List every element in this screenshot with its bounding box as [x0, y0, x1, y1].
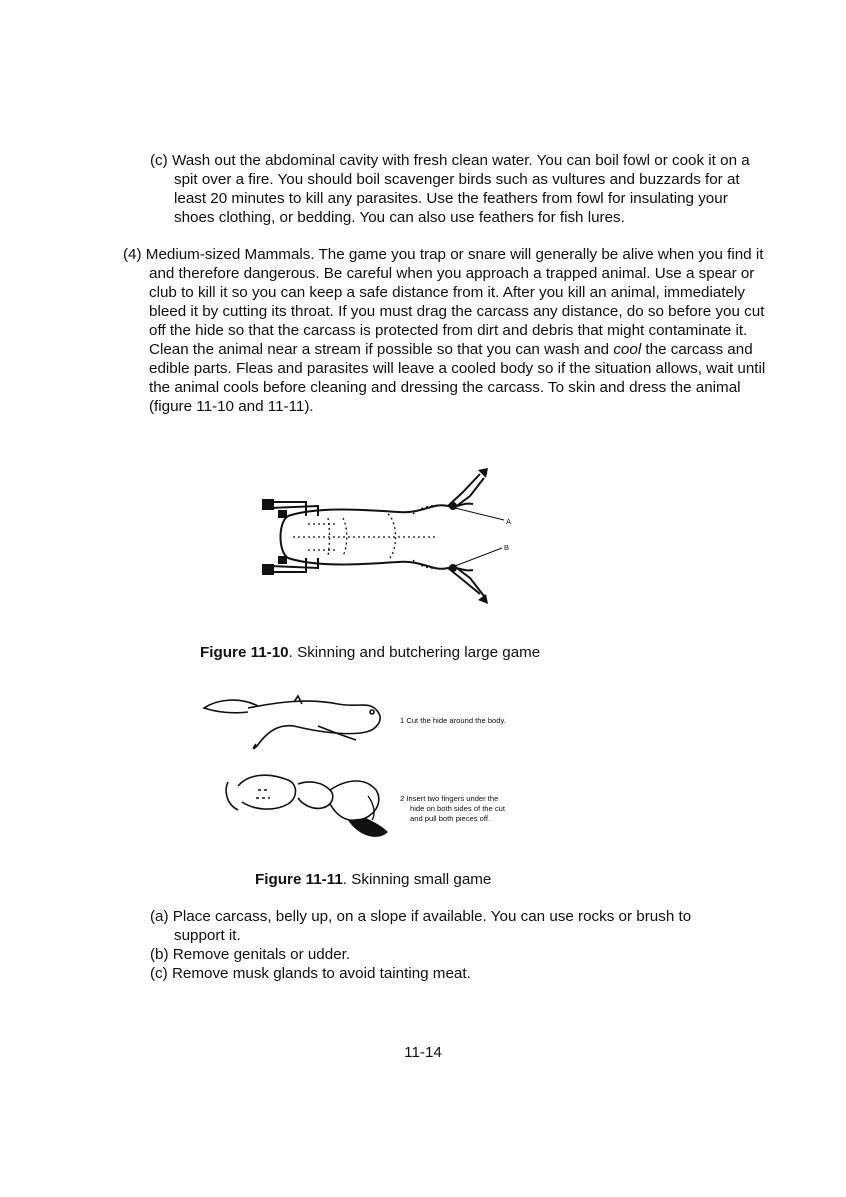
figure-step-2-label-line3: and pull both pieces off.: [410, 814, 491, 823]
caption-figure-number: Figure 11-11: [255, 871, 343, 888]
paragraph-text: Wash out the abdominal cavity with fresh clean water. You can boil fowl or cook it on a spit over a fire. You should boil scavenger birds such as vultures and buzzards for at least 20 minutes to kill any parasites. Use the feathers from fowl for insulating your shoes clothing, or bedding. You can also use feathers for fish lures.: [171, 152, 750, 226]
step-marker: (c): [150, 965, 168, 982]
paragraph-italic-word: cool: [613, 341, 642, 358]
figure-label-a: A: [506, 517, 512, 526]
step-marker: (b): [150, 946, 169, 963]
step-marker: (a): [150, 908, 169, 925]
step-text: Remove genitals or udder.: [172, 946, 351, 963]
paragraph-marker: (4): [123, 246, 142, 263]
paragraph-marker: (c): [150, 152, 168, 169]
caption-figure-number: Figure 11-10: [200, 644, 289, 661]
figure-11-10-caption: [200, 643, 540, 662]
step-text: Remove musk glands to avoid tainting meat.: [171, 965, 471, 982]
paragraph-text-part2: the carcass and edible parts. Fleas and parasites will leave a cooled body so if the situation allows, wait until the animal cools before cleaning and dressing the carcass. To skin and dress the animal (figure 11-10 and 11-11).: [149, 341, 766, 415]
figure-11-11-caption: [255, 870, 491, 889]
caption-text: . Skinning small game: [342, 871, 492, 888]
step-text: Place carcass, belly up, on a slope if available. You can use rocks or brush to support it.: [172, 908, 692, 944]
paragraph-text-part1: Medium-sized Mammals. The game you trap or snare will generally be alive when you find it and therefore dangerous. Be careful when you approach a trapped animal. Use a spear or club to kill it so you can keep a safe distance from it. After you kill an animal, immediately bleed it by cutting its throat. If you must drag the carcass any distance, do so before you cut off the hide so that the carcass is protected from dirt and debris that might contaminate it. Clean the animal near a stream if possible so that you can wash and: [145, 246, 765, 358]
page-number: 11-14: [404, 1044, 442, 1061]
figure-label-b: B: [504, 543, 510, 552]
step-item-b: [150, 945, 740, 964]
paragraph-c-wash-cavity: [150, 151, 764, 227]
step-item-a: [150, 907, 740, 945]
figure-step-1-label: 1 Cut the hide around the body.: [400, 716, 506, 725]
large-game-skinning-figure: [248, 462, 558, 612]
step-item-c: [150, 964, 740, 983]
figure-step-2-label-line2: hide on both sides of the cut: [410, 804, 505, 813]
dressing-steps-list: [150, 907, 740, 983]
figure-step-2-label-line1: 2 Insert two fingers under the: [400, 794, 499, 803]
paragraph-4-medium-mammals: [123, 245, 769, 416]
caption-text: . Skinning and butchering large game: [288, 644, 541, 661]
